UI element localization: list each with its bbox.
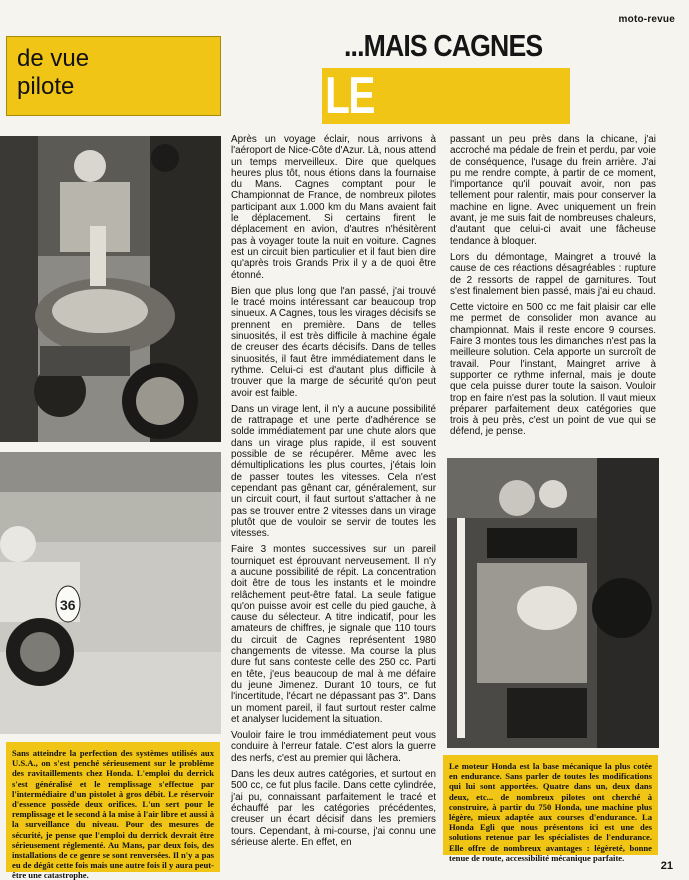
page-number: 21 bbox=[660, 860, 673, 872]
headline-top: ...MAIS CAGNES bbox=[344, 28, 543, 63]
racer-number: 36 bbox=[60, 597, 76, 613]
paragraph: Vouloir faire le trou immédiatement peut vous conduire à l'erreur fatale. C'est alors la guerre des nerfs, c'est au premier qui lâchera. bbox=[231, 730, 436, 764]
refuelling-caption: Sans atteindre la perfection des systèmes utilisés aux U.S.A., on s'est penché sérieusement sur le problème des ravitaillements chez Honda. L'emploi du derrick s'est généralisé et le remplissage s'effectue par l'intermédiaire d'un pistolet à gros débit. Le réservoir d'essence possède deux orifices. L'un sert pour le remplissage et le second à la mise à l'air libre et aussi à la surveillance du niveau. Pour des mesures de sécurité, je pense que l'emploi du derrick devrait être sérieusement réglementé. Au Mans, par deux fois, des installations de ce genre se sont renversées. Il n'y a pas eu de dégât cette fois mais une autre fois il y aura peut-être une catastrophe. bbox=[6, 742, 220, 872]
paragraph: Cette victoire en 500 cc me fait plaisir car elle me permet de consolider mon avance au championnat. Mais il reste encore 9 courses. Faire 3 montes tous les dimanches n'est pas la meilleure solution. Cela apporte un surcroît de travail. Pour l'instant, Maingret arrive à supporter ce rythme infernal, mais je doute que cela puisse durer toute la saison. Vouloir trop en faire n'est pas la solution. Il vaut mieux préparer parfaitement deux catégories que trois à peu près, c'est un point de vue qui se défend, je pense. bbox=[450, 302, 656, 438]
paragraph: Dans les deux autres catégories, et surtout en 500 cc, ce fut plus facile. Dans cette cylindrée, j'ai pu, connaissant parfaitement le tracé et échauffé par les catégories précédentes, creuser un écart décisif dans les premiers tours. Cependant, à mi-course, j'ai connu une sérieuse alerte. En effet, en bbox=[231, 769, 436, 848]
refuelling-photo bbox=[0, 136, 221, 442]
paragraph: Lors du démontage, Maingret a trouvé la cause de ces réactions désagréables : rupture de 2 ressorts de rappel de garnitures. Tout s'est finalement bien passé, mais j'ai eu chaud. bbox=[450, 251, 656, 297]
headline-main: LE bbox=[325, 68, 374, 124]
paragraph: Dans un virage lent, il n'y a aucune possibilité de rattrapage et une perte d'adhérence se solde immédiatement par une chute alors que dans un virage plus rapide, il est souvent possible de se récupérer. Même avec les démultiplications les plus courtes, j'étais loin de passer toutes les vitesses. Cela n'est cependant pas gênant car, généralement, sur un circuit court, il faut surtout s'attacher à ne pas se trouver entre 2 vitesses dans un virage plutôt que de vouloir se servir de toutes les vitesses. bbox=[231, 403, 436, 540]
paragraph: Bien que plus long que l'an passé, j'ai trouvé le tracé moins intéressant car beaucoup trop sinueux. A Cagnes, tous les virages décisifs se prennent en première. Dans de telles sinuosités, il est très difficile à machine égale de creuser des écarts décisifs. Dans de telles sinuosités, il faut être immédiatement dans le rythme. Celui-ci est d'autant plus difficile à trouver que la marge de sécurité qu'on peut avoir est faible. bbox=[231, 285, 436, 399]
section-label-line-1: de vue bbox=[17, 45, 90, 72]
article-column-2 bbox=[450, 134, 656, 443]
paragraph: Faire 3 montes successives sur un pareil tourniquet est éprouvant nerveusement. Il n'y a aucune possibilité de répit. La concentration doit être de tous les instants et le moindre relâchement peut-être fatal. La seule fatigue qu'on puisse avoir est celle du pied gauche, à cause du sélecteur. A titre indicatif, pour les amateurs de chiffres, je signale que 110 tours du circuit de Cagnes représentent 1980 changements de vitesse. Ma course la plus dure fut sans conteste celle des 250 cc. Parti en tête, j'eus beaucoup de mal à me défaire du jeune Jimenez. Durant 10 tours, ce fut l'incertitude, l'écart ne dépassant pas 3". Dans un moment pareil, il faut surtout rester calme et analyser lucidement la situation. bbox=[231, 544, 436, 725]
section-label-line-2: pilote bbox=[17, 73, 75, 100]
paragraph: passant un peu près dans la chicane, j'ai accroché ma pédale de frein et perdu, par voie de conséquence, l'usage du frein arrière. J'ai pu me rendre compte, à partir de ce moment, l'importance qu'il pouvait avoir, non pas tellement pour ralentir, mais pour conserver la machine en ligne. Avec uniquement un frein avant, je me suis fait de nombreuses chaleurs, d'autant que celui-ci avait une fâcheuse tendance à bloquer. bbox=[450, 134, 656, 247]
headline-banner bbox=[322, 68, 570, 124]
engine-photo bbox=[447, 458, 659, 748]
magazine-name: moto-revue bbox=[618, 14, 675, 25]
paragraph: Après un voyage éclair, nous arrivons à l'aéroport de Nice-Côte d'Azur. Là, nous attend un temps merveilleux. Dire que quelques heures plus tôt, nous étions dans la fournaise du Mans. Cagnes comptant pour le Championnat de France, de nombreux pilotes participant aux 1.000 km du Mans avaient fait le déplacement. Si certains firent le déplacement en avion, d'autres n'hésitèrent pas à voyager toute la nuit en voiture. Cagnes est un circuit bien particulier et il faut bien dire qu'après trois Grands Prix il y a de quoi être étonné. bbox=[231, 134, 436, 281]
racer-photo bbox=[0, 452, 221, 734]
engine-caption: Le moteur Honda est la base mécanique la plus cotée en endurance. Sans parler de toutes les modifications qui lui sont apportées. Quatre dans un, deux dans deux, etc... de nombreux pilotes ont cherché à construire, à partir du 750 Honda, une machine plus légère, mieux adaptée aux courses d'endurance. La Honda Egli que nous présentons ici est une des solutions retenue par les spécialistes de l'endurance. Elle offre de nombreux avantages : légèreté, bonne tenue de route, accessibilité mécanique parfaite. bbox=[443, 755, 658, 855]
article-column-1 bbox=[231, 134, 436, 853]
section-label-box bbox=[6, 36, 221, 116]
